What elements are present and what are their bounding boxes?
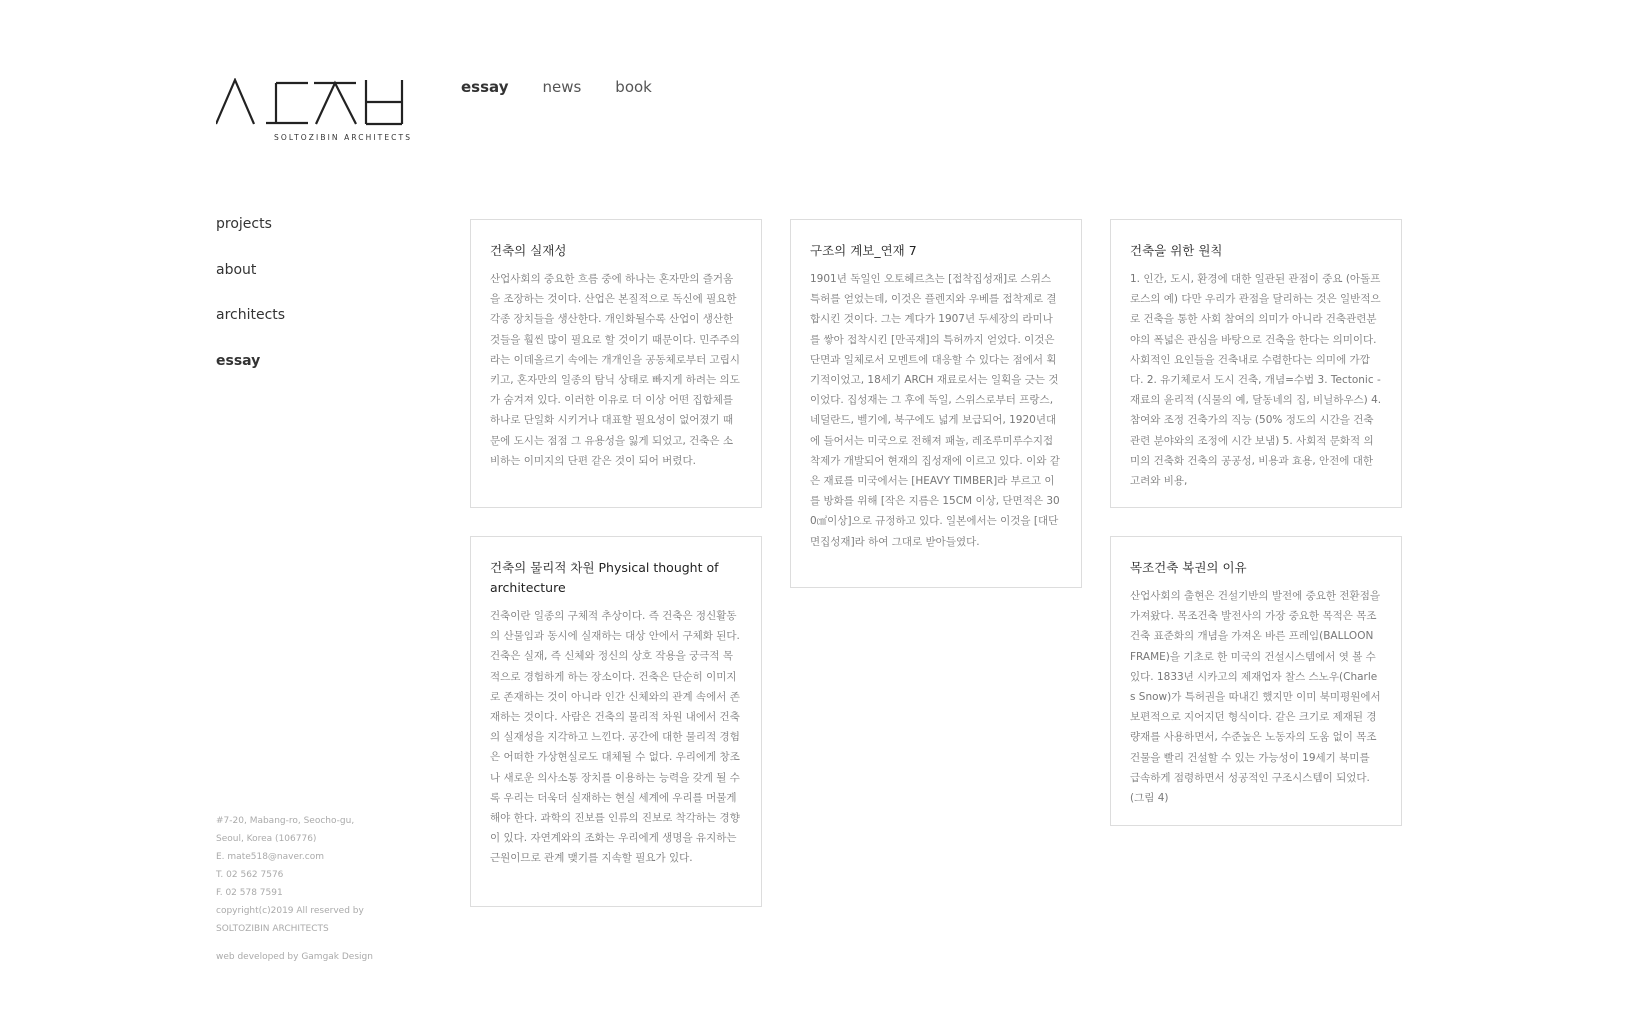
logo-mark <box>216 78 414 128</box>
top-nav-book[interactable]: book <box>615 78 652 96</box>
side-nav <box>216 216 285 398</box>
essay-card[interactable] <box>1110 536 1402 826</box>
footer-tel: T. 02 562 7576 <box>216 870 284 880</box>
essay-card-excerpt: 건축이란 일종의 구체적 추상이다. 즉 건축은 정신활동의 산물임과 동시에 실재하는 대상 안에서 구체화 된다. 건축은 실재, 즉 신체와 정신의 상호 작용을 궁극적 목적으로 경험하게 하는 장소이다. 건축은 단순히 이미지로 존재하는 것이 아니라 인간 신체와의 관계 속에서 존재하는 것이다. 사람은 건축의 물리적 차원 내에서 건축의 실재성을 지각하고 느낀다. 공간에 대한 물리적 경험은 어떠한 가상현실로도 대체될 수 없다. 우리에게 창조나 새로운 의사소통 장치를 이용하는 능력을 갖게 될 수록 우리는 더욱더 실재하는 현실 세계에 우리를 머물게 해야 한다. 과학의 진보를 인류의 진보로 착각하는 경향이 있다. 자연계와의 조화는 우리에게 생명을 유지하는 근원이므로 관계 맺기를 지속할 필요가 있다. <box>490 610 740 865</box>
footer-info <box>216 812 373 966</box>
top-nav <box>461 78 652 96</box>
essay-card[interactable] <box>470 219 762 508</box>
essay-card-excerpt: 1901년 독일인 오토헤르츠는 [접착집성재]로 스위스 특허를 얻었는데, 이것은 플렌지와 우베를 접착제로 결합시킨 것이다. 그는 계다가 1907년 두세장의 라미나를 쌓아 접착시킨 [만곡재]의 특허까지 얻었다. 이것은 단면과 일체로서 모멘트에 대응할 수 있다는 점에서 획기적이었고, 18세기 ARCH 재료로서는 일획을 긋는 것이었다. 집성재는 그 후에 독일, 스위스로부터 프랑스, 네덜란드, 벨기에, 북구에도 넓게 보급되어, 1920년대에 들어서는 미국으로 전해져 패놀, 레조루미루수지접착제가 개발되어 현재의 집성재에 이르고 있다. 이와 같은 재료를 미국에서는 [HEAVY TIMBER]라 부르고 이를 방화를 위해 [작은 지름은 15CM 이상, 단면적은 300㎠이상]으로 규정하고 있다. 일본에서는 이것을 [대단면집성재]라 하여 그대로 받아들였다. <box>810 273 1060 548</box>
logo-subtitle: SOLTOZIBIN ARCHITECTS <box>274 133 413 142</box>
top-nav-news[interactable]: news <box>542 78 582 96</box>
essay-card-excerpt: 1. 인간, 도시, 환경에 대한 일관된 관점이 중요 (아돌프 로스의 예) 다만 우리가 관점을 달리하는 것은 일반적으로 건축을 통한 사회 참여의 의미가 아니라 건축관련분야의 폭넓은 관심을 바탕으로 건축을 한다는 의미이다. 사회적인 요인들을 건축내로 수렴한다는 의미에 가깝다. 2. 유기체로서 도시 건축, 개념=수법 3. Tectonic - 재료의 윤리적 (식물의 예, 달동네의 집, 비닐하우스) 4. 참여와 조정 건축가의 직능 (50% 정도의 시간을 건축 관련 분야와의 조정에 시간 보냄) 5. 사회적 문화적 의미의 건축화 건축의 공공성, 비용과 효용, 안전에 대한 고려와 비용, <box>1130 273 1382 488</box>
side-nav-architects[interactable]: architects <box>216 307 286 323</box>
side-nav-essay[interactable]: essay <box>216 352 261 369</box>
essay-card[interactable] <box>1110 219 1402 508</box>
footer-developer[interactable]: web developed by Gamgak Design <box>216 952 373 962</box>
footer-copyright-line2: SOLTOZIBIN ARCHITECTS <box>216 924 329 934</box>
essay-card-title[interactable]: 건축의 실재성 <box>490 243 567 258</box>
footer-address-line1: #7-20, Mabang-ro, Seocho-gu, <box>216 816 355 826</box>
top-nav-essay[interactable]: essay <box>461 78 509 96</box>
essay-card-excerpt: 산업사회의 출현은 건설기반의 발전에 중요한 전환점을 가져왔다. 목조건축 발전사의 가장 중요한 목적은 목조건축 표준화의 개념을 가져온 바른 프레임(BALLOON FRAME)을 기초로 한 미국의 건설시스템에서 엿 볼 수 있다. 1833년 시카고의 제재업자 찰스 스노우(Charles Snow)가 특허권을 따내긴 했지만 이미 북미평원에서 보편적으로 지어지던 형식이다. 같은 크기로 제재된 경량재를 사용하면서, 수준높은 노동자의 도움 없이 목조건물을 빨리 건설할 수 있는 가능성이 19세기 북미를 급속하게 점령하면서 성공적인 구조시스템이 되었다.(그림 4) <box>1130 590 1381 805</box>
essay-card-title[interactable]: 구조의 계보_연재 7 <box>810 243 917 258</box>
footer-fax: F. 02 578 7591 <box>216 888 283 898</box>
footer-email: E. mate518@naver.com <box>216 852 324 862</box>
essay-card[interactable] <box>470 536 762 907</box>
side-nav-projects[interactable]: projects <box>216 216 272 232</box>
footer-copyright-line1: copyright(c)2019 All reserved by <box>216 906 364 916</box>
essay-card-title[interactable]: 건축의 물리적 차원 Physical thought of architecture <box>490 560 719 595</box>
essay-card[interactable] <box>790 219 1082 588</box>
essay-card-title[interactable]: 건축을 위한 원칙 <box>1130 243 1223 258</box>
side-nav-about[interactable]: about <box>216 261 257 278</box>
logo[interactable] <box>216 78 414 146</box>
essay-card-excerpt: 산업사회의 중요한 흐름 중에 하나는 혼자만의 즐거움을 조장하는 것이다. 산업은 본질적으로 독신에 필요한 각종 장치들을 생산한다. 개인화될수록 산업이 생산한 것들을 훨씬 많이 필요로 할 것이기 때문이다. 민주주의라는 이데올르기 속에는 개개인을 공동체로부터 고립시키고, 혼자만의 일종의 탐닉 상태로 빠지게 하려는 의도가 숨겨져 있다. 이러한 이유로 더 이상 어떤 집합체를 하나로 단일화 시키거나 대표할 필요성이 없어졌기 때문에 도시는 점점 그 유용성을 잃게 되었고, 건축은 소비하는 이미지의 단편 같은 것이 되어 버렸다. <box>490 273 740 467</box>
essay-card-title[interactable]: 목조건축 복권의 이유 <box>1130 560 1247 575</box>
footer-address-line2: Seoul, Korea (106776) <box>216 834 317 844</box>
